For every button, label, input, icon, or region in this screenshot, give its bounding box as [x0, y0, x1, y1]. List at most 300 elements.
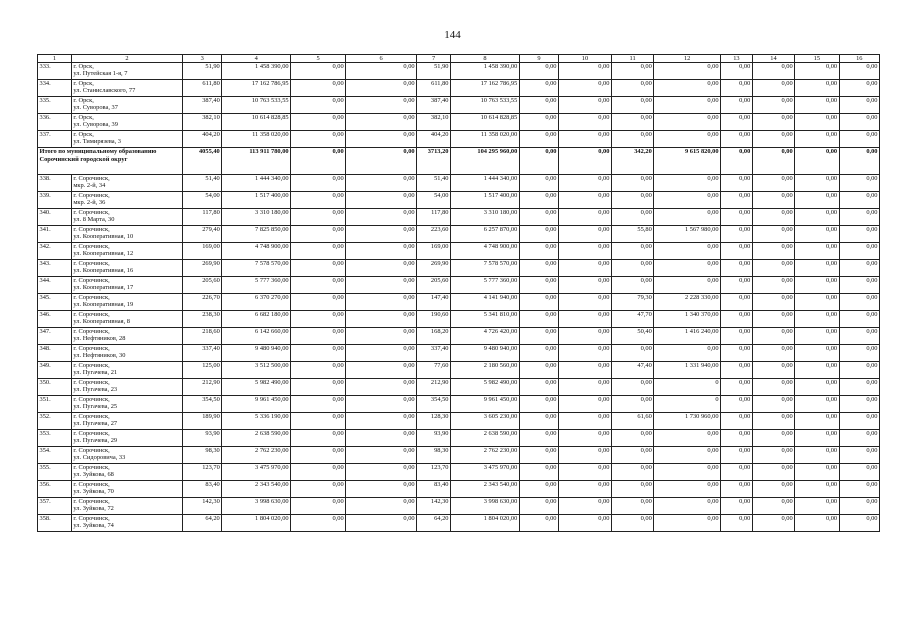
address-street: мкр. 2-й, 36	[73, 199, 106, 207]
value-cell-c16: 0,00	[839, 209, 879, 226]
value-cell-c16: 0,00	[839, 311, 879, 328]
value-cell-c10: 0,00	[559, 209, 612, 226]
address-cell	[71, 260, 182, 277]
value-cell-c11: 0,00	[611, 175, 653, 192]
value-cell-c10: 0,00	[559, 328, 612, 345]
address-street: ул. Зуйкова, 72	[73, 505, 114, 513]
value-cell-c16: 0,00	[839, 131, 879, 148]
value-cell-c12: 0,00	[654, 498, 721, 515]
value-cell-c3: 125,00	[183, 362, 222, 379]
value-cell-c6: 0,00	[346, 328, 417, 345]
table-row	[38, 226, 880, 243]
value-cell-c3: 123,70	[183, 464, 222, 481]
value-cell-c8: 2 343 540,00	[451, 481, 520, 498]
value-cell-c4: 9 480 940,00	[222, 345, 291, 362]
value-cell-c4: 6 682 180,00	[222, 311, 291, 328]
value-cell-c3: 205,60	[183, 277, 222, 294]
value-cell-c12: 1 331 940,00	[654, 362, 721, 379]
value-cell-c4: 2 638 590,00	[222, 430, 291, 447]
value-cell-c5: 0,00	[291, 481, 346, 498]
value-cell-c6: 0,00	[346, 464, 417, 481]
value-cell-c5: 0,00	[291, 63, 346, 80]
value-cell-c12: 0,00	[654, 131, 721, 148]
address-cell	[71, 464, 182, 481]
value-cell-c8: 4 748 900,00	[451, 243, 520, 260]
address-city: г. Сорочинск,	[73, 175, 110, 182]
address-street: мкр. 2-й, 34	[73, 182, 106, 190]
value-cell-c13: 0,00	[721, 80, 753, 97]
column-header: 14	[752, 55, 794, 63]
value-cell-c11: 0,00	[611, 379, 653, 396]
value-cell-c15: 0,00	[795, 447, 839, 464]
address-city: г. Сорочинск,	[73, 362, 110, 369]
value-cell-c5: 0,00	[291, 131, 346, 148]
address-street: ул. Зуйкова, 70	[73, 488, 114, 496]
value-cell-c4: 11 358 020,00	[222, 131, 291, 148]
address-city: г. Сорочинск,	[73, 481, 110, 488]
value-cell-c7: 168,20	[417, 328, 451, 345]
value-cell-c8: 2 638 590,00	[451, 430, 520, 447]
value-cell-c14: 0,00	[752, 447, 794, 464]
table-row	[38, 277, 880, 294]
address-city: г. Сорочинск,	[73, 379, 110, 386]
value-cell-c9: 0,00	[519, 80, 558, 97]
value-cell-c12: 9 615 820,00	[654, 148, 721, 175]
value-cell-c11: 0,00	[611, 97, 653, 114]
value-cell-c5: 0,00	[291, 226, 346, 243]
value-cell-c6: 0,00	[346, 379, 417, 396]
table-row	[38, 515, 880, 532]
value-cell-c9: 0,00	[519, 260, 558, 277]
value-cell-c13: 0,00	[721, 175, 753, 192]
value-cell-c8: 4 141 940,00	[451, 294, 520, 311]
address-cell	[71, 413, 182, 430]
value-cell-c11: 47,40	[611, 362, 653, 379]
value-cell-c16: 0,00	[839, 63, 879, 80]
value-cell-c6: 0,00	[346, 226, 417, 243]
column-header: 6	[346, 55, 417, 63]
value-cell-c4: 4 748 900,00	[222, 243, 291, 260]
total-row	[38, 148, 880, 175]
value-cell-c3: 4055,40	[183, 148, 222, 175]
value-cell-c5: 0,00	[291, 80, 346, 97]
value-cell-c15: 0,00	[795, 114, 839, 131]
value-cell-c5: 0,00	[291, 260, 346, 277]
address-city: г. Сорочинск,	[73, 192, 110, 199]
value-cell-c3: 279,40	[183, 226, 222, 243]
table-row	[38, 328, 880, 345]
value-cell-c11: 47,70	[611, 311, 653, 328]
value-cell-c6: 0,00	[346, 396, 417, 413]
row-number: 336.	[38, 114, 72, 131]
table-row	[38, 345, 880, 362]
value-cell-c6: 0,00	[346, 63, 417, 80]
value-cell-c15: 0,00	[795, 464, 839, 481]
row-number: 352.	[38, 413, 72, 430]
value-cell-c5: 0,00	[291, 97, 346, 114]
address-city: г. Сорочинск,	[73, 260, 110, 267]
value-cell-c3: 54,00	[183, 192, 222, 209]
address-street: ул. Станиславского, 77	[73, 87, 136, 95]
value-cell-c16: 0,00	[839, 260, 879, 277]
address-cell	[71, 294, 182, 311]
value-cell-c15: 0,00	[795, 243, 839, 260]
value-cell-c16: 0,00	[839, 447, 879, 464]
row-number: 340.	[38, 209, 72, 226]
value-cell-c15: 0,00	[795, 362, 839, 379]
value-cell-c12: 0,00	[654, 447, 721, 464]
value-cell-c11: 0,00	[611, 260, 653, 277]
value-cell-c9: 0,00	[519, 345, 558, 362]
value-cell-c5: 0,00	[291, 498, 346, 515]
value-cell-c13: 0,00	[721, 396, 753, 413]
value-cell-c10: 0,00	[559, 260, 612, 277]
value-cell-c3: 382,10	[183, 114, 222, 131]
table-row	[38, 430, 880, 447]
address-cell	[71, 175, 182, 192]
value-cell-c3: 83,40	[183, 481, 222, 498]
value-cell-c15: 0,00	[795, 430, 839, 447]
value-cell-c15: 0,00	[795, 226, 839, 243]
value-cell-c3: 404,20	[183, 131, 222, 148]
value-cell-c13: 0,00	[721, 294, 753, 311]
address-street: ул. Нефтяников, 28	[73, 335, 126, 343]
value-cell-c8: 104 295 960,00	[451, 148, 520, 175]
value-cell-c9: 0,00	[519, 97, 558, 114]
value-cell-c6: 0,00	[346, 175, 417, 192]
value-cell-c4: 5 336 190,00	[222, 413, 291, 430]
address-street: ул. Пугачева, 29	[73, 437, 118, 445]
value-cell-c5: 0,00	[291, 396, 346, 413]
address-cell	[71, 243, 182, 260]
value-cell-c7: 147,40	[417, 294, 451, 311]
value-cell-c16: 0,00	[839, 148, 879, 175]
address-city: г. Сорочинск,	[73, 396, 110, 403]
value-cell-c15: 0,00	[795, 80, 839, 97]
value-cell-c11: 0,00	[611, 464, 653, 481]
value-cell-c5: 0,00	[291, 243, 346, 260]
value-cell-c13: 0,00	[721, 148, 753, 175]
value-cell-c5: 0,00	[291, 209, 346, 226]
address-city: г. Сорочинск,	[73, 328, 110, 335]
value-cell-c16: 0,00	[839, 345, 879, 362]
value-cell-c16: 0,00	[839, 226, 879, 243]
value-cell-c13: 0,00	[721, 498, 753, 515]
value-cell-c6: 0,00	[346, 430, 417, 447]
value-cell-c4: 10 763 533,55	[222, 97, 291, 114]
value-cell-c14: 0,00	[752, 260, 794, 277]
value-cell-c5: 0,00	[291, 175, 346, 192]
value-cell-c15: 0,00	[795, 379, 839, 396]
value-cell-c6: 0,00	[346, 97, 417, 114]
address-cell	[71, 345, 182, 362]
value-cell-c7: 387,40	[417, 97, 451, 114]
value-cell-c10: 0,00	[559, 114, 612, 131]
address-city: г. Орск,	[73, 114, 94, 121]
value-cell-c13: 0,00	[721, 243, 753, 260]
value-cell-c7: 77,60	[417, 362, 451, 379]
value-cell-c9: 0,00	[519, 114, 558, 131]
address-street: ул. Зуйкова, 68	[73, 471, 114, 479]
address-street: ул. Пугачева, 25	[73, 403, 118, 411]
value-cell-c13: 0,00	[721, 131, 753, 148]
address-cell	[71, 226, 182, 243]
value-cell-c14: 0,00	[752, 362, 794, 379]
value-cell-c7: 269,90	[417, 260, 451, 277]
value-cell-c4: 6 142 660,00	[222, 328, 291, 345]
row-number: 345.	[38, 294, 72, 311]
value-cell-c3: 337,40	[183, 345, 222, 362]
column-header: 11	[611, 55, 653, 63]
value-cell-c12: 0	[654, 379, 721, 396]
address-cell	[71, 277, 182, 294]
value-cell-c9: 0,00	[519, 464, 558, 481]
value-cell-c6: 0,00	[346, 311, 417, 328]
value-cell-c12: 0,00	[654, 481, 721, 498]
row-number: 333.	[38, 63, 72, 80]
address-city: г. Сорочинск,	[73, 515, 110, 522]
column-header: 2	[71, 55, 182, 63]
table-row	[38, 260, 880, 277]
address-city: г. Сорочинск,	[73, 311, 110, 318]
value-cell-c10: 0,00	[559, 80, 612, 97]
value-cell-c4: 3 998 630,00	[222, 498, 291, 515]
value-cell-c8: 1 444 340,00	[451, 175, 520, 192]
column-header: 9	[519, 55, 558, 63]
value-cell-c7: 212,90	[417, 379, 451, 396]
value-cell-c10: 0,00	[559, 311, 612, 328]
value-cell-c13: 0,00	[721, 97, 753, 114]
row-number: 350.	[38, 379, 72, 396]
value-cell-c12: 0,00	[654, 63, 721, 80]
value-cell-c9: 0,00	[519, 311, 558, 328]
value-cell-c12: 0,00	[654, 464, 721, 481]
value-cell-c13: 0,00	[721, 277, 753, 294]
value-cell-c6: 0,00	[346, 447, 417, 464]
value-cell-c5: 0,00	[291, 328, 346, 345]
address-street: ул. Пугачева, 21	[73, 369, 118, 377]
value-cell-c16: 0,00	[839, 464, 879, 481]
value-cell-c6: 0,00	[346, 481, 417, 498]
column-header: 4	[222, 55, 291, 63]
value-cell-c7: 354,50	[417, 396, 451, 413]
value-cell-c14: 0,00	[752, 131, 794, 148]
column-header: 7	[417, 55, 451, 63]
column-header: 8	[451, 55, 520, 63]
table-row	[38, 379, 880, 396]
value-cell-c6: 0,00	[346, 131, 417, 148]
value-cell-c11: 55,80	[611, 226, 653, 243]
value-cell-c3: 269,90	[183, 260, 222, 277]
value-cell-c14: 0,00	[752, 192, 794, 209]
value-cell-c14: 0,00	[752, 413, 794, 430]
value-cell-c8: 10 763 533,55	[451, 97, 520, 114]
value-cell-c11: 0,00	[611, 515, 653, 532]
value-cell-c5: 0,00	[291, 277, 346, 294]
value-cell-c16: 0,00	[839, 413, 879, 430]
value-cell-c4: 5 982 490,00	[222, 379, 291, 396]
value-cell-c12: 0,00	[654, 345, 721, 362]
value-cell-c6: 0,00	[346, 277, 417, 294]
value-cell-c14: 0,00	[752, 175, 794, 192]
value-cell-c9: 0,00	[519, 396, 558, 413]
row-number: 356.	[38, 481, 72, 498]
total-label: Итого по муниципальному образованию Сорочинский городской округ	[38, 148, 183, 175]
value-cell-c12: 0,00	[654, 192, 721, 209]
row-number: 348.	[38, 345, 72, 362]
value-cell-c14: 0,00	[752, 498, 794, 515]
address-street: ул. 8 Марта, 30	[73, 216, 115, 224]
value-cell-c11: 0,00	[611, 192, 653, 209]
value-cell-c12: 1 340 370,00	[654, 311, 721, 328]
value-cell-c13: 0,00	[721, 413, 753, 430]
value-cell-c14: 0,00	[752, 396, 794, 413]
value-cell-c11: 0,00	[611, 131, 653, 148]
value-cell-c3: 387,40	[183, 97, 222, 114]
address-cell	[71, 328, 182, 345]
value-cell-c11: 0,00	[611, 243, 653, 260]
address-street: ул. Кооперативная, 16	[73, 267, 134, 275]
value-cell-c9: 0,00	[519, 515, 558, 532]
value-cell-c10: 0,00	[559, 148, 612, 175]
value-cell-c5: 0,00	[291, 447, 346, 464]
value-cell-c15: 0,00	[795, 192, 839, 209]
value-cell-c11: 0,00	[611, 277, 653, 294]
address-city: г. Сорочинск,	[73, 294, 110, 301]
value-cell-c16: 0,00	[839, 379, 879, 396]
value-cell-c15: 0,00	[795, 175, 839, 192]
value-cell-c11: 0,00	[611, 481, 653, 498]
value-cell-c6: 0,00	[346, 345, 417, 362]
value-cell-c16: 0,00	[839, 362, 879, 379]
value-cell-c4: 1 517 400,00	[222, 192, 291, 209]
value-cell-c16: 0,00	[839, 80, 879, 97]
value-cell-c9: 0,00	[519, 294, 558, 311]
value-cell-c9: 0,00	[519, 413, 558, 430]
address-cell	[71, 192, 182, 209]
table-row	[38, 464, 880, 481]
value-cell-c12: 1 567 980,00	[654, 226, 721, 243]
value-cell-c16: 0,00	[839, 515, 879, 532]
value-cell-c14: 0,00	[752, 430, 794, 447]
address-cell	[71, 515, 182, 532]
value-cell-c13: 0,00	[721, 362, 753, 379]
value-cell-c14: 0,00	[752, 294, 794, 311]
value-cell-c16: 0,00	[839, 192, 879, 209]
value-cell-c13: 0,00	[721, 63, 753, 80]
row-number: 341.	[38, 226, 72, 243]
value-cell-c14: 0,00	[752, 80, 794, 97]
value-cell-c10: 0,00	[559, 294, 612, 311]
value-cell-c8: 10 614 828,85	[451, 114, 520, 131]
row-number: 339.	[38, 192, 72, 209]
value-cell-c13: 0,00	[721, 209, 753, 226]
table-row	[38, 481, 880, 498]
value-cell-c9: 0,00	[519, 63, 558, 80]
value-cell-c3: 117,80	[183, 209, 222, 226]
value-cell-c8: 7 578 570,00	[451, 260, 520, 277]
value-cell-c14: 0,00	[752, 277, 794, 294]
row-number: 338.	[38, 175, 72, 192]
value-cell-c10: 0,00	[559, 277, 612, 294]
address-cell	[71, 131, 182, 148]
value-cell-c3: 98,30	[183, 447, 222, 464]
row-number: 337.	[38, 131, 72, 148]
value-cell-c3: 64,20	[183, 515, 222, 532]
address-street: ул. Зуйкова, 74	[73, 522, 114, 530]
value-cell-c14: 0,00	[752, 114, 794, 131]
address-street: ул. Суворова, 37	[73, 104, 118, 112]
column-header: 13	[721, 55, 753, 63]
value-cell-c15: 0,00	[795, 515, 839, 532]
value-cell-c15: 0,00	[795, 97, 839, 114]
value-cell-c4: 113 911 780,00	[222, 148, 291, 175]
register-table	[37, 54, 880, 532]
value-cell-c12: 0,00	[654, 80, 721, 97]
value-cell-c15: 0,00	[795, 277, 839, 294]
value-cell-c15: 0,00	[795, 148, 839, 175]
value-cell-c4: 1 804 020,00	[222, 515, 291, 532]
value-cell-c16: 0,00	[839, 328, 879, 345]
value-cell-c14: 0,00	[752, 481, 794, 498]
value-cell-c5: 0,00	[291, 114, 346, 131]
row-number: 353.	[38, 430, 72, 447]
value-cell-c4: 2 343 540,00	[222, 481, 291, 498]
value-cell-c11: 0,00	[611, 430, 653, 447]
value-cell-c12: 0	[654, 396, 721, 413]
address-cell	[71, 396, 182, 413]
value-cell-c8: 5 341 810,00	[451, 311, 520, 328]
value-cell-c7: 98,30	[417, 447, 451, 464]
column-header: 5	[291, 55, 346, 63]
table-row	[38, 294, 880, 311]
value-cell-c3: 51,90	[183, 63, 222, 80]
value-cell-c5: 0,00	[291, 362, 346, 379]
address-city: г. Орск,	[73, 80, 94, 87]
value-cell-c5: 0,00	[291, 464, 346, 481]
value-cell-c9: 0,00	[519, 192, 558, 209]
value-cell-c6: 0,00	[346, 260, 417, 277]
value-cell-c14: 0,00	[752, 464, 794, 481]
address-cell	[71, 97, 182, 114]
value-cell-c13: 0,00	[721, 226, 753, 243]
row-number: 344.	[38, 277, 72, 294]
value-cell-c7: 142,30	[417, 498, 451, 515]
row-number: 334.	[38, 80, 72, 97]
value-cell-c7: 205,60	[417, 277, 451, 294]
value-cell-c4: 1 444 340,00	[222, 175, 291, 192]
value-cell-c5: 0,00	[291, 430, 346, 447]
value-cell-c8: 9 961 450,00	[451, 396, 520, 413]
table-row	[38, 63, 880, 80]
value-cell-c5: 0,00	[291, 413, 346, 430]
value-cell-c12: 0,00	[654, 277, 721, 294]
value-cell-c10: 0,00	[559, 396, 612, 413]
address-city: г. Сорочинск,	[73, 277, 110, 284]
value-cell-c7: 83,40	[417, 481, 451, 498]
table-row	[38, 413, 880, 430]
address-street: ул. Кооперативная, 10	[73, 233, 134, 241]
address-street: ул. Кооперативная, 17	[73, 284, 134, 292]
value-cell-c6: 0,00	[346, 148, 417, 175]
address-street: ул. Суворова, 39	[73, 121, 118, 129]
value-cell-c9: 0,00	[519, 226, 558, 243]
value-cell-c11: 0,00	[611, 447, 653, 464]
value-cell-c8: 3 998 630,00	[451, 498, 520, 515]
value-cell-c10: 0,00	[559, 379, 612, 396]
address-city: г. Сорочинск,	[73, 498, 110, 505]
value-cell-c9: 0,00	[519, 481, 558, 498]
